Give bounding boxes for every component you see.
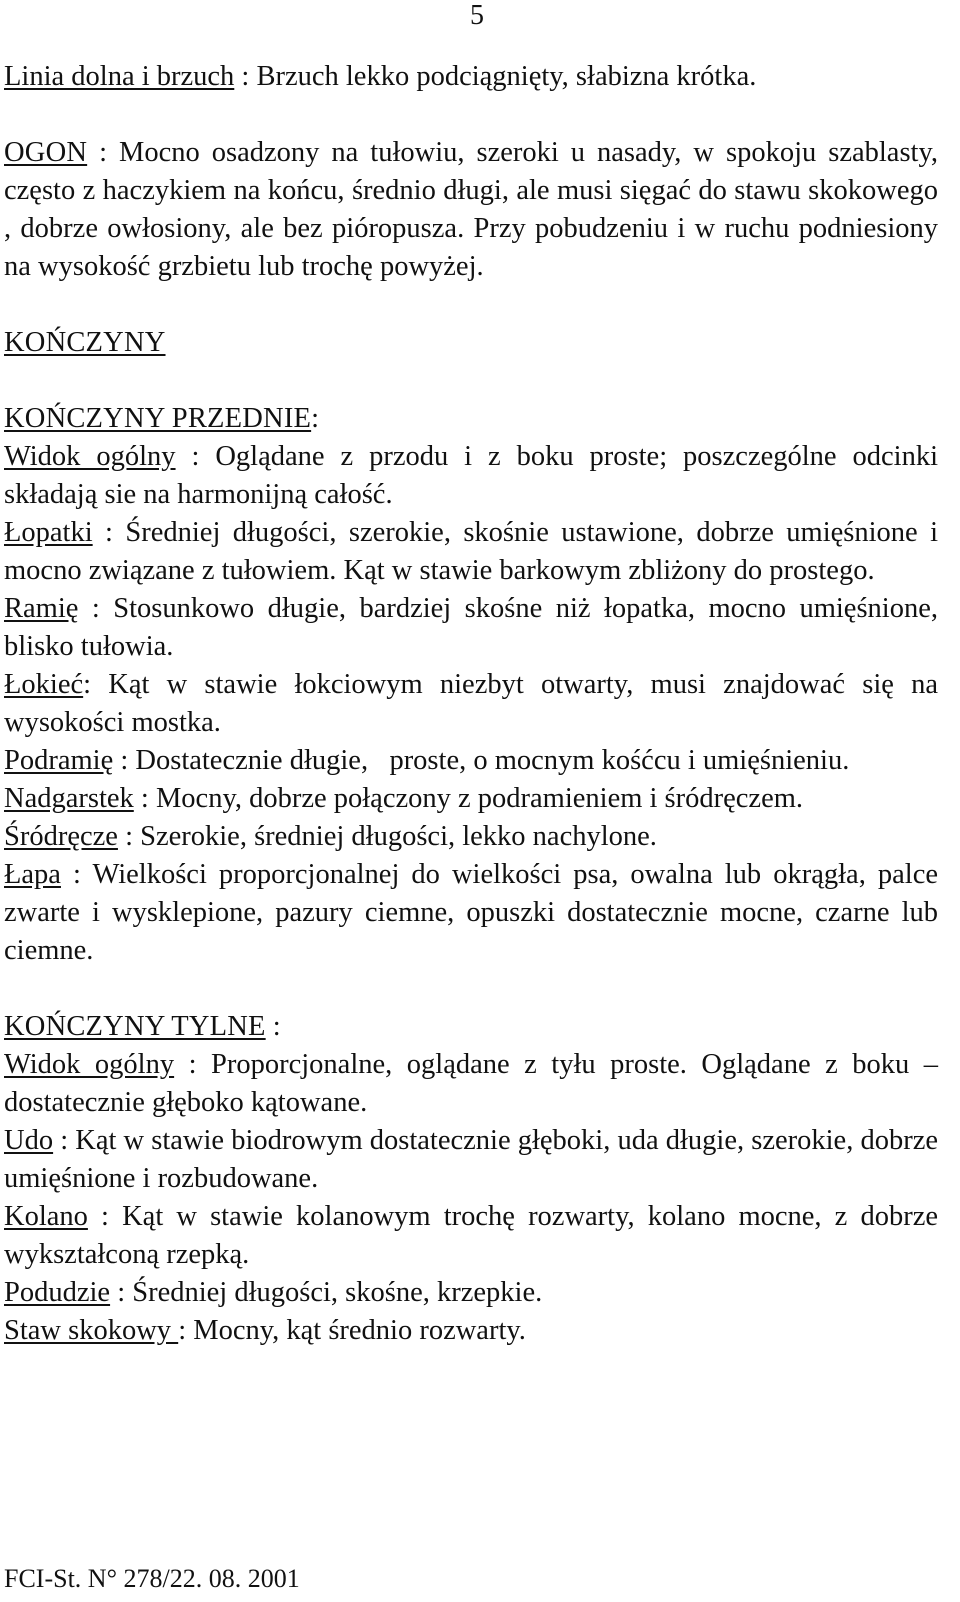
term-label: Staw skokowy (4, 1315, 179, 1346)
footer-standard-reference: FCI-St. N° 278/22. 08. 2001 (4, 1564, 300, 1593)
term-label: Widok ogólny (4, 1049, 175, 1080)
tylne-item-staw-skokowy (4, 1312, 938, 1350)
tylne-item-kolano (4, 1198, 938, 1274)
section-linia-dolna (4, 58, 938, 96)
term-label: Śródręcze (4, 821, 118, 852)
term-label: Kolano (4, 1201, 88, 1232)
term-text: : Kąt w stawie łokciowym niezbyt otwarty, musi znajdować się na wysokości mostka. (4, 669, 938, 738)
przednie-item-podramie (4, 742, 938, 780)
przednie-item-widok (4, 438, 938, 514)
term-text: : Wielkości proporcjonalnej do wielkości psa, owalna lub okrągła, palce zwarte i wysklepione, pazury ciemne, opuszki dostatecznie mocne, czarne lub ciemne. (4, 859, 938, 966)
term-text: : Mocno osadzony na tułowiu, szeroki u nasady, w spokoju szablasty, często z haczykiem na końcu, średnio długi, ale musi sięgać do stawu skokowego , dobrze owłosiony, ale bez pióropusza. Przy pobudzeniu i w ruchu podniesiony na wysokość grzbietu lub trochę powyżej. (4, 137, 938, 282)
document-body (4, 58, 938, 1350)
term-text: : Średniej długości, skośne, krzepkie. (110, 1277, 543, 1308)
term-text: : Dostatecznie długie, proste, o mocnym kośćcu i umięśnieniu. (113, 745, 850, 776)
przednie-item-lopatki (4, 514, 938, 590)
term-label: Podudzie (4, 1277, 111, 1308)
przednie-item-srodrecze (4, 818, 938, 856)
term-text: : Kąt w stawie kolanowym trochę rozwarty, kolano mocne, z dobrze wykształconą rzepką. (4, 1201, 938, 1270)
tylne-item-podudzie (4, 1274, 938, 1312)
subsection-heading-tylne: KOŃCZYNY TYLNE : (4, 1011, 281, 1042)
term-label: Łapa (4, 859, 61, 890)
tylne-item-udo (4, 1122, 938, 1198)
term-text: : Średniej długości, szerokie, skośnie ustawione, dobrze umięśnione i mocno związane z tułowiem. Kąt w stawie barkowym zbliżony do prostego. (4, 517, 938, 586)
przednie-item-lokiec (4, 666, 938, 742)
term-text: : Oglądane z przodu i z boku proste; poszczególne odcinki składają sie na harmonijną całość. (4, 441, 938, 510)
term-label: Widok ogólny (4, 441, 176, 472)
term-label: Podramię (4, 745, 114, 776)
subsection-heading-przednie: KOŃCZYNY PRZEDNIE: (4, 403, 320, 434)
term-text: : Brzuch lekko podciągnięty, słabizna krótka. (234, 61, 757, 92)
section-ogon (4, 134, 938, 286)
term-label: Łopatki (4, 517, 93, 548)
term-label: OGON (4, 137, 88, 168)
przednie-item-nadgarstek (4, 780, 938, 818)
term-label: Łokieć (4, 669, 84, 700)
term-text: : Mocny, dobrze połączony z podramieniem i śródręczem. (133, 783, 804, 814)
term-text: : Kąt w stawie biodrowym dostatecznie głęboki, uda długie, szerokie, dobrze umięśnione i rozbudowane. (4, 1125, 938, 1194)
term-text: : Stosunkowo długie, bardziej skośne niż łopatka, mocno umięśnione, blisko tułowia. (4, 593, 938, 662)
term-label: Nadgarstek (4, 783, 134, 814)
tylne-item-widok (4, 1046, 938, 1122)
term-label: Linia dolna i brzuch (4, 61, 235, 92)
term-text: : Mocny, kąt średnio rozwarty. (178, 1315, 526, 1346)
przednie-item-lapa (4, 856, 938, 970)
section-heading-konczyny: KOŃCZYNY (4, 327, 166, 358)
term-label: Ramię (4, 593, 79, 624)
term-text: : Szerokie, średniej długości, lekko nachylone. (117, 821, 657, 852)
term-text: : Proporcjonalne, oglądane z tyłu proste. Oglądane z boku – dostatecznie głęboko kątowane. (4, 1049, 938, 1118)
term-label: Udo (4, 1125, 54, 1156)
przednie-item-ramie (4, 590, 938, 666)
page-number: 5 (470, 0, 484, 31)
